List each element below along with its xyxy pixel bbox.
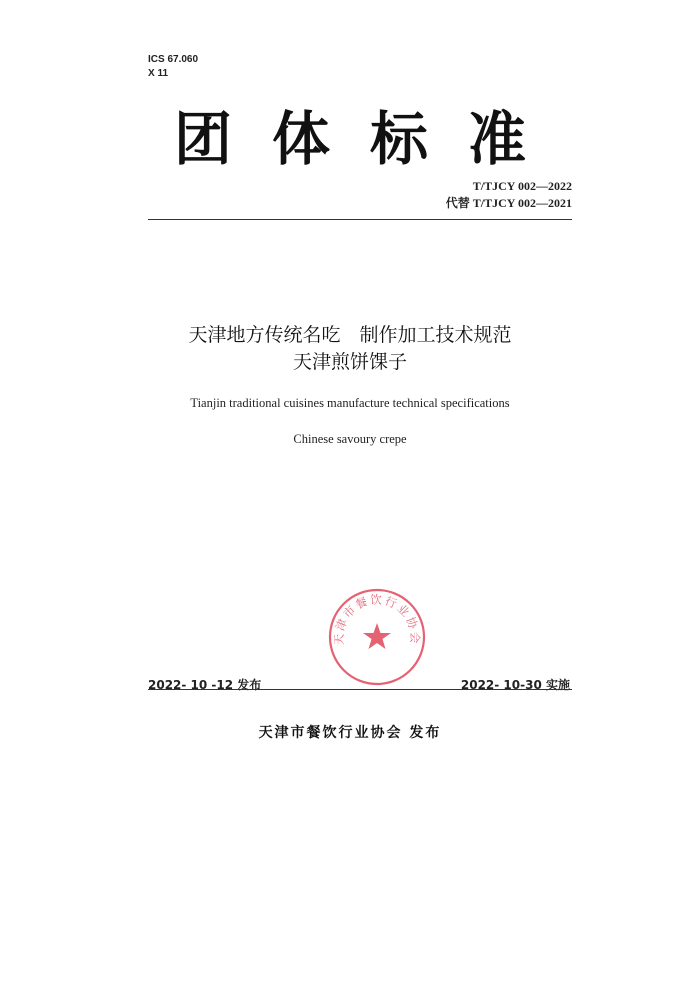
association-seal bbox=[327, 587, 427, 687]
ics-code: ICS 67.060 bbox=[148, 54, 199, 65]
replaces-standard: 代替 T/TJCY 002—2021 bbox=[445, 196, 572, 210]
seal-star-icon bbox=[363, 623, 391, 649]
seal-text: 天津市餐饮行业协会 bbox=[331, 592, 423, 646]
standard-number: T/TJCY 002—2022 bbox=[472, 179, 572, 193]
english-title-line1: Tianjin traditional cuisines manufacture technical specifications bbox=[190, 396, 510, 410]
ccs-code: X 11 bbox=[148, 68, 169, 79]
top-divider bbox=[148, 219, 572, 220]
chinese-title-line2: 天津煎饼馃子 bbox=[292, 351, 407, 373]
implementation-date: 2022- 10-30 实施 bbox=[460, 678, 570, 692]
chinese-title-line1: 天津地方传统名吃 制作加工技术规范 bbox=[188, 324, 512, 346]
classification-codes bbox=[148, 53, 198, 81]
bottom-divider bbox=[148, 689, 572, 690]
publisher: 天津市餐饮行业协会 发布 bbox=[258, 725, 442, 741]
document-type-title: 团体标准 bbox=[173, 105, 566, 173]
publish-date: 2022- 10 -12 发布 bbox=[148, 678, 262, 692]
english-title-line2: Chinese savoury crepe bbox=[293, 432, 407, 446]
